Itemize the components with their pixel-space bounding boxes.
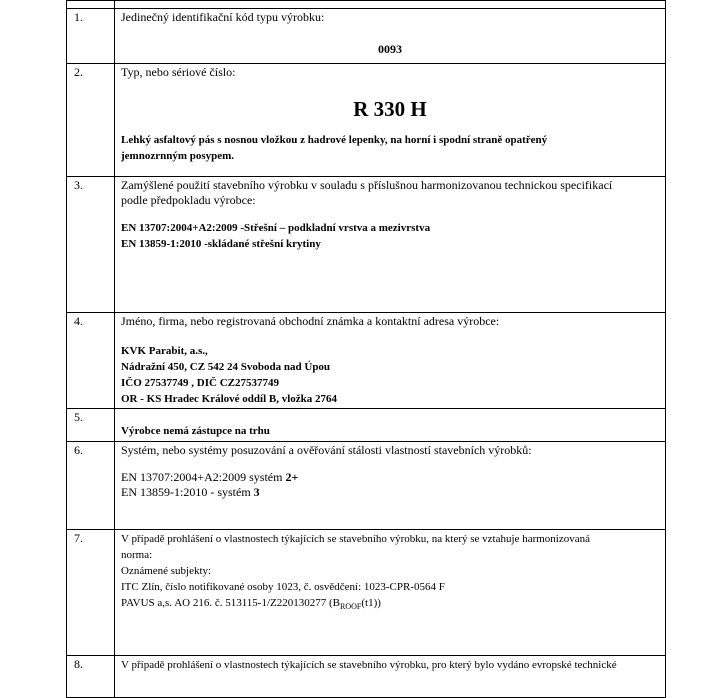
row-content (115, 313, 666, 409)
table-row-4 (67, 313, 666, 409)
product-code: 0093 (378, 42, 402, 56)
row-number: 6. (67, 442, 115, 530)
row-text-line: norma: (121, 549, 153, 561)
row-number: 4. (67, 313, 115, 409)
row-content (115, 177, 666, 313)
row-number: 2. (67, 64, 115, 177)
table-row-top-sliver (67, 1, 666, 9)
row-heading: Jméno, firma, nebo registrovaná obchodní známka a kontaktní adresa výrobce: (121, 314, 500, 328)
manufacturer-address-line: KVK Parabit, a.s., (121, 345, 208, 357)
manufacturer-address-line: IČO 27537749 , DIČ CZ27537749 (121, 377, 279, 389)
row-text-line: PAVUS a,s. AO 216. č. 513115-1/Z220130277 $(B_{ROOF}(t1))$ (121, 597, 381, 612)
row-content (115, 656, 666, 698)
row-content (115, 530, 666, 656)
row-number: 5. (67, 409, 115, 442)
declaration-table (66, 0, 666, 698)
declaration-sheet (66, 0, 666, 698)
table-row-8 (67, 656, 666, 698)
intended-use-line: EN 13707:2004+A2:2009 -Střešní – podkladní vrstva a mezivrstva (121, 222, 431, 234)
row-number: 8. (67, 656, 115, 698)
table-row-3 (67, 177, 666, 313)
product-description-line: jemnozrnným posypem. (121, 150, 235, 162)
row-content (115, 64, 666, 177)
table-row-1 (67, 9, 666, 64)
row-heading: Systém, nebo systémy posuzování a ověřování stálosti vlastností stavebních výrobků: (121, 443, 532, 457)
table-row-2 (67, 64, 666, 177)
row-number: 7. (67, 530, 115, 656)
row-text-line: Oznámené subjekty: (121, 565, 212, 577)
assessment-system-line: EN 13859-1:2010 - systém 3 (121, 485, 260, 499)
row-text-line: V případě prohlášení o vlastnostech týkajících se stavebního výrobku, pro který bylo vydáno evropské technické (121, 659, 617, 671)
row-number: 3. (67, 177, 115, 313)
row-content (115, 442, 666, 530)
table-row-6 (67, 442, 666, 530)
product-description-line: Lehký asfaltový pás s nosnou vložkou z hadrové lepenky, na horní i spodní straně opatřený (121, 134, 548, 146)
row-heading: Zamýšlené použití stavebního výrobku v souladu s příslušnou harmonizovanou technickou specifikací (121, 178, 613, 192)
row-content (115, 409, 666, 442)
row-heading: Jedinečný identifikační kód typu výrobku: (121, 10, 325, 24)
representative-note: Výrobce nemá zástupce na trhu (121, 425, 270, 437)
system-value: 2+ (285, 470, 299, 484)
row-number: 1. (67, 9, 115, 64)
row-content (115, 9, 666, 64)
manufacturer-address-line: Nádražní 450, CZ 542 24 Svoboda nad Úpou (121, 361, 331, 373)
row-text-line: ITC Zlín, číslo notifikované osoby 1023, č. osvědčení: 1023-CPR-0564 F (121, 581, 445, 593)
assessment-system-line: EN 13707:2004+A2:2009 systém 2+ (121, 470, 299, 484)
system-value: 3 (253, 485, 260, 499)
intended-use-line: EN 13859-1:2010 -skládané střešní krytiny (121, 238, 321, 250)
row-heading: Typ, nebo sériové číslo: (121, 65, 236, 79)
product-type-name: R 330 H (353, 97, 427, 121)
row-heading: podle předpokladu výrobce: (121, 193, 256, 207)
table-row-5 (67, 409, 666, 442)
manufacturer-address-line: OR - KS Hradec Králové oddíl B, vložka 2764 (121, 393, 338, 405)
table-row-7 (67, 530, 666, 656)
row-text-line: V případě prohlášení o vlastnostech týkajících se stavebního výrobku, na který se vztahuje harmonizovaná (121, 533, 590, 545)
